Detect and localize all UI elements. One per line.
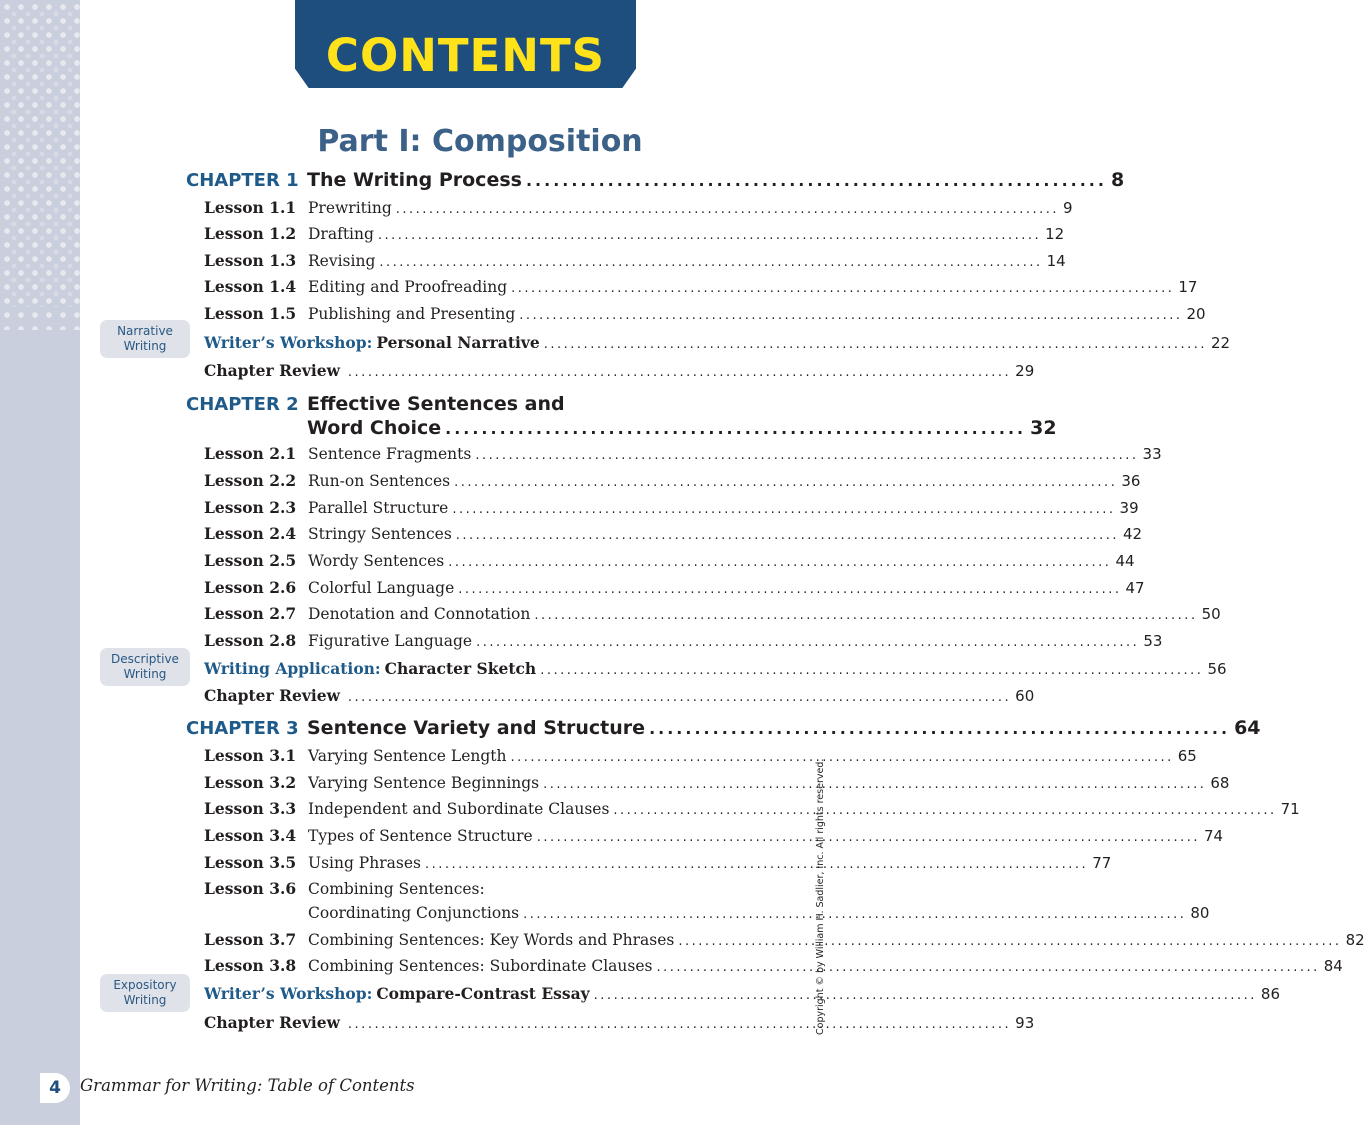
dot-leader: .................................................................................................... (395, 202, 1059, 217)
lesson-title: Varying Sentence Beginnings (308, 774, 540, 792)
chapter-1-heading[interactable] (186, 166, 1125, 195)
lesson-page: 14 (1046, 252, 1066, 270)
chapter-title: The Writing Process (307, 169, 522, 191)
workshop-title: Personal Narrative (376, 333, 540, 352)
dot-leader: .................................................................................................... (536, 830, 1200, 845)
lesson-title: Denotation and Connotation (308, 605, 531, 623)
dot-leader: .................................................................................................... (476, 635, 1140, 650)
review-page: 60 (1015, 687, 1035, 705)
dot-leader: .................................................................................................... (454, 475, 1118, 490)
toc-entry[interactable] (204, 575, 1145, 601)
workshop-page: 22 (1211, 334, 1231, 352)
review-page: 93 (1015, 1014, 1035, 1032)
narrative-writing-tag (100, 320, 190, 358)
tag-line1: Descriptive (111, 652, 179, 666)
toc-entry[interactable] (204, 468, 1141, 494)
lesson-page: 47 (1125, 579, 1145, 597)
lesson-title: Drafting (308, 225, 374, 243)
lesson-page: 84 (1323, 957, 1343, 975)
chapter-label: CHAPTER 3 (186, 718, 299, 739)
lesson-title: Combining Sentences: Key Words and Phrases (308, 931, 675, 949)
dot-leader: .................................................................................................... (347, 1017, 1012, 1032)
chapter-2-heading-line2[interactable] (186, 414, 1057, 443)
descriptive-writing-tag (100, 648, 190, 686)
tag-line1: Expository (113, 978, 177, 992)
toc-entry[interactable] (204, 927, 1365, 953)
lesson-label: Lesson 3.7 (204, 930, 297, 949)
lesson-label: Lesson 2.3 (204, 498, 297, 517)
lesson-page: 9 (1062, 199, 1073, 217)
banner-title: CONTENTS (325, 29, 606, 82)
dot-leader: .................................................................................................... (543, 777, 1207, 792)
footer-running-title: Grammar for Writing: Table of Contents (80, 1076, 415, 1095)
lesson-page: 77 (1092, 854, 1112, 872)
review-label: Chapter Review (204, 361, 340, 380)
lesson-title: Publishing and Presenting (308, 305, 516, 323)
dot-leader: ................................................................ (649, 719, 1231, 738)
toc-entry[interactable] (204, 195, 1073, 221)
lesson-label: Lesson 1.3 (204, 251, 297, 270)
chapter-label: CHAPTER 2 (186, 394, 299, 415)
toc-entry[interactable] (204, 548, 1135, 574)
lesson-title: Editing and Proofreading (308, 278, 508, 296)
chapter-title-line1: Effective Sentences and (307, 393, 565, 415)
workshop-page: 86 (1260, 985, 1280, 1003)
lesson-label: Lesson 2.1 (204, 444, 297, 463)
chapter-page: 64 (1234, 717, 1261, 739)
dot-leader: .................................................................................................... (458, 582, 1122, 597)
lesson-label: Lesson 3.4 (204, 826, 297, 845)
toc-entry[interactable] (204, 495, 1139, 521)
toc-entry[interactable] (204, 221, 1065, 247)
lesson-title: Stringy Sentences (308, 525, 452, 543)
toc-entry[interactable] (204, 628, 1163, 654)
chapter-page: 32 (1030, 417, 1057, 439)
toc-entry-workshop[interactable] (204, 330, 1231, 356)
toc-entry-review[interactable] (204, 358, 1035, 384)
dot-leader: .................................................................................................... (475, 448, 1139, 463)
lesson-page: 17 (1178, 278, 1198, 296)
lesson-label: Lesson 3.6 (204, 879, 297, 898)
lesson-title: Colorful Language (308, 579, 455, 597)
lesson-page: 12 (1045, 225, 1065, 243)
lesson-label: Lesson 3.3 (204, 799, 297, 818)
toc-entry-line1[interactable] (204, 876, 741, 902)
lesson-page: 33 (1142, 445, 1162, 463)
lesson-page: 36 (1121, 472, 1141, 490)
lesson-label: Lesson 2.7 (204, 604, 297, 623)
lesson-page: 65 (1177, 747, 1197, 765)
dot-leader: .................................................................................................... (519, 308, 1183, 323)
diamond-pattern-overlay (7, 7, 80, 307)
toc-entry[interactable] (204, 521, 1143, 547)
toc-entry-review[interactable] (204, 683, 1035, 709)
chapter-title: Sentence Variety and Structure (307, 717, 646, 739)
review-label: Chapter Review (204, 686, 340, 705)
toc-entry[interactable] (204, 743, 1197, 769)
dot-leader: .................................................................................................... (455, 528, 1120, 543)
dot-leader: .................................................................................................... (523, 907, 1187, 922)
tag-line1: Narrative (117, 324, 173, 338)
lesson-page: 39 (1119, 499, 1139, 517)
lesson-label: Lesson 1.1 (204, 198, 297, 217)
lesson-title: Revising (308, 252, 376, 270)
toc-entry[interactable] (204, 248, 1066, 274)
lesson-title: Combining Sentences: Subordinate Clauses (308, 957, 653, 975)
dot-leader: .................................................................................................... (613, 803, 1277, 818)
toc-entry[interactable] (204, 274, 1198, 300)
lesson-page: 82 (1345, 931, 1365, 949)
tag-line2: Writing (123, 993, 167, 1007)
lesson-label: Lesson 2.2 (204, 471, 297, 490)
dot-leader: .................................................................................................... (543, 337, 1207, 352)
review-label: Chapter Review (204, 1013, 340, 1032)
lesson-label: Lesson 3.2 (204, 773, 297, 792)
chapter-title-line2: Word Choice (307, 417, 442, 439)
lesson-title-line1: Combining Sentences: (308, 880, 485, 898)
dot-leader: .................................................................................................... (448, 555, 1112, 570)
lesson-label: Lesson 1.5 (204, 304, 297, 323)
dot-leader: .................................................................................................... (534, 608, 1198, 623)
dot-leader: .................................................................................................... (424, 857, 1089, 872)
dot-leader: .................................................................................................... (678, 934, 1342, 949)
chapter-3-heading[interactable] (186, 714, 1261, 743)
toc-entry-line2[interactable] (204, 900, 1210, 926)
lesson-label: Lesson 3.5 (204, 853, 297, 872)
workshop-title: Compare-Contrast Essay (376, 984, 590, 1003)
lesson-label: Lesson 1.4 (204, 277, 297, 296)
lesson-page: 42 (1123, 525, 1143, 543)
dot-leader: .................................................................................................... (593, 988, 1257, 1003)
toc-entry[interactable] (204, 601, 1221, 627)
lesson-page: 20 (1186, 305, 1206, 323)
lesson-title: Using Phrases (308, 854, 421, 872)
dot-leader: .................................................................................................... (510, 750, 1174, 765)
lesson-label: Lesson 3.1 (204, 746, 297, 765)
toc-entry[interactable] (204, 441, 1162, 467)
application-label: Writing Application: (204, 659, 381, 678)
chapter-page: 8 (1110, 169, 1125, 191)
lesson-label: Lesson 3.8 (204, 956, 297, 975)
lesson-page: 80 (1190, 904, 1210, 922)
lesson-title: Varying Sentence Length (308, 747, 507, 765)
lesson-label: Lesson 1.2 (204, 224, 297, 243)
dot-leader: .................................................................................................... (656, 960, 1320, 975)
toc-entry[interactable] (204, 953, 1343, 979)
left-decorative-strip (0, 0, 80, 1125)
lesson-page: 44 (1115, 552, 1135, 570)
dot-leader: .................................................................................................... (452, 502, 1116, 517)
dot-leader: .................................................................................................... (347, 365, 1012, 380)
lesson-label: Lesson 2.4 (204, 524, 297, 543)
copyright-notice: Copyright © by William H. Sadlier, Inc. All rights reserved. (815, 758, 826, 1035)
review-page: 29 (1015, 362, 1035, 380)
tag-line2: Writing (123, 339, 167, 353)
toc-entry[interactable] (204, 301, 1206, 327)
lesson-title: Coordinating Conjunctions (308, 904, 520, 922)
lesson-page: 50 (1201, 605, 1221, 623)
lesson-page: 53 (1143, 632, 1163, 650)
lesson-title: Prewriting (308, 199, 392, 217)
lesson-label: Lesson 2.8 (204, 631, 297, 650)
dot-leader: .................................................................................................... (540, 663, 1204, 678)
toc-entry[interactable] (204, 823, 1224, 849)
toc-entry[interactable] (204, 796, 1300, 822)
lesson-title: Types of Sentence Structure (308, 827, 533, 845)
lesson-page: 74 (1203, 827, 1224, 845)
lesson-title: Parallel Structure (308, 499, 449, 517)
toc-entry[interactable] (204, 850, 1112, 876)
part-title: Part I: Composition (317, 124, 643, 159)
lesson-title: Sentence Fragments (308, 445, 472, 463)
toc-entry-application[interactable] (204, 656, 1227, 682)
chapter-label: CHAPTER 1 (186, 170, 299, 191)
dot-leader: ................................................................ (445, 419, 1027, 438)
workshop-label: Writer’s Workshop: (204, 984, 373, 1003)
application-title: Character Sketch (384, 659, 537, 678)
workshop-label: Writer’s Workshop: (204, 333, 373, 352)
toc-entry-review[interactable] (204, 1010, 1035, 1036)
toc-entry[interactable] (204, 770, 1230, 796)
lesson-title: Wordy Sentences (308, 552, 445, 570)
tag-line2: Writing (123, 667, 167, 681)
lesson-page: 71 (1280, 800, 1300, 818)
dot-leader: .................................................................................................... (379, 255, 1043, 270)
application-page: 56 (1207, 660, 1227, 678)
lesson-title: Figurative Language (308, 632, 473, 650)
dot-leader: .................................................................................................... (347, 690, 1012, 705)
dot-leader: ................................................................ (525, 171, 1107, 190)
expository-writing-tag (100, 974, 190, 1012)
lesson-label: Lesson 2.6 (204, 578, 297, 597)
lesson-title: Independent and Subordinate Clauses (308, 800, 610, 818)
page-number: 4 (40, 1073, 70, 1103)
dot-leader: .................................................................................................... (377, 228, 1042, 243)
dot-leader: .................................................................................................... (511, 281, 1175, 296)
toc-entry-workshop[interactable] (204, 981, 1280, 1007)
lesson-label: Lesson 2.5 (204, 551, 297, 570)
lesson-page: 68 (1210, 774, 1230, 792)
lesson-title: Run-on Sentences (308, 472, 451, 490)
